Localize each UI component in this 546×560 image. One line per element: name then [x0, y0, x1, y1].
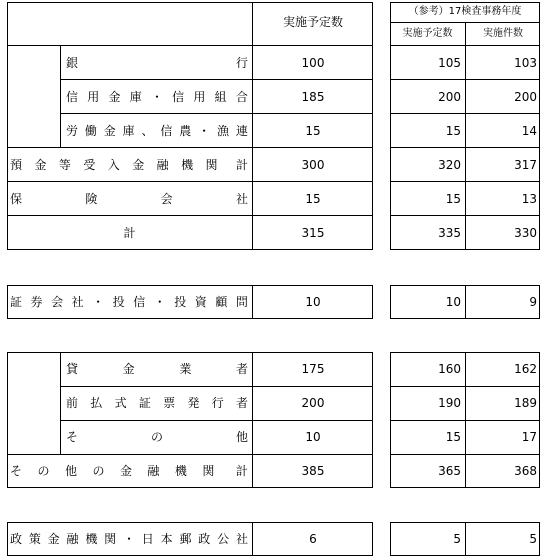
ref-actual-value: 9 — [529, 295, 537, 309]
row-label-moneylender: 貸 金 業 者 — [66, 362, 248, 376]
planned-value: 185 — [301, 90, 325, 104]
ref-planned-value: 5 — [453, 532, 461, 546]
row-label-rokin: 労 働 金 庫 、 信 農 ・ 漁 連 — [66, 124, 248, 138]
group2-row-line-1 — [60, 386, 373, 387]
row-line-3 — [7, 147, 373, 148]
row-label-insurance: 保 険 会 社 — [10, 192, 248, 206]
planned-value: 100 — [301, 56, 325, 70]
ref-row-line-2 — [390, 113, 540, 114]
ref-group2-row-line-2 — [390, 420, 540, 421]
ref-planned-value: 105 — [438, 56, 461, 70]
planned-value: 10 — [305, 430, 321, 444]
planned-value: 15 — [305, 192, 321, 206]
group2-indent-line — [60, 352, 61, 454]
ref-actual-value: 189 — [514, 396, 537, 410]
ref-actual-value: 330 — [514, 226, 537, 240]
planned-value: 315 — [301, 226, 325, 240]
row-label-total: 計 — [123, 226, 136, 240]
ref-row-line-5 — [390, 215, 540, 216]
ref-planned-value: 15 — [445, 192, 461, 206]
ref-planned-value: 335 — [438, 226, 461, 240]
row-line-1 — [60, 79, 373, 80]
ref-planned-value: 365 — [438, 464, 461, 478]
planned-value: 10 — [305, 295, 321, 309]
row-label-prepaid: 前 払 式 証 票 発 行 者 — [66, 396, 248, 410]
ref-actual-value: 317 — [514, 158, 537, 172]
ref-planned-value: 15 — [445, 430, 461, 444]
ref-row-line-3 — [390, 147, 540, 148]
main-header-bottom-line — [7, 45, 373, 46]
planned-value: 385 — [301, 464, 325, 478]
ref-actual-value: 5 — [529, 532, 537, 546]
planned-value: 15 — [305, 124, 321, 138]
ref-row-line-1 — [390, 79, 540, 80]
ref-planned-value: 200 — [438, 90, 461, 104]
row-label-securities: 証 券 会 社 ・ 投 信 ・ 投 資 顧 問 — [10, 295, 248, 309]
ref-planned-value: 320 — [438, 158, 461, 172]
ref-planned-value: 15 — [445, 124, 461, 138]
ref-actual-value: 13 — [521, 192, 537, 206]
row-label-other: そ の 他 — [66, 430, 248, 444]
ref-header-planned: 実施予定数 — [402, 28, 453, 39]
row-label-deposit-subtotal: 預 金 等 受 入 金 融 機 関 計 — [10, 158, 248, 172]
row-label-policy: 政 策 金 融 機 関 ・ 日 本 郵 政 公 社 — [10, 532, 248, 546]
ref-header-title: （参考）17検査事務年度 — [408, 6, 522, 17]
ref-planned-value: 190 — [438, 396, 461, 410]
planned-value: 6 — [309, 532, 317, 546]
ref-planned-value: 160 — [438, 362, 461, 376]
planned-value: 300 — [301, 158, 325, 172]
ref-actual-value: 14 — [521, 124, 537, 138]
header-planned: 実施予定数 — [282, 15, 343, 29]
ref-actual-value: 103 — [514, 56, 537, 70]
planned-value: 175 — [301, 362, 325, 376]
group1-indent-line — [60, 45, 61, 147]
ref-header-actual: 実施件数 — [483, 28, 523, 39]
row-line-4 — [7, 181, 373, 182]
ref-planned-value: 10 — [445, 295, 461, 309]
ref-actual-value: 162 — [514, 362, 537, 376]
ref-group2-row-line-3 — [390, 454, 540, 455]
group2-row-line-2 — [60, 420, 373, 421]
ref-group2-row-line-1 — [390, 386, 540, 387]
row-line-5 — [7, 215, 373, 216]
group2-row-line-3 — [7, 454, 373, 455]
planned-value: 200 — [301, 396, 325, 410]
ref-row-line-4 — [390, 181, 540, 182]
row-label-shinkin: 信 用 金 庫 ・ 信 用 組 合 — [66, 90, 248, 104]
ref-actual-value: 200 — [514, 90, 537, 104]
row-label-other-subtotal: そ の 他 の 金 融 機 関 計 — [10, 464, 248, 478]
ref-actual-value: 368 — [514, 464, 537, 478]
row-label-ginko: 銀 行 — [66, 56, 248, 70]
row-line-2 — [60, 113, 373, 114]
ref-actual-value: 17 — [521, 430, 537, 444]
